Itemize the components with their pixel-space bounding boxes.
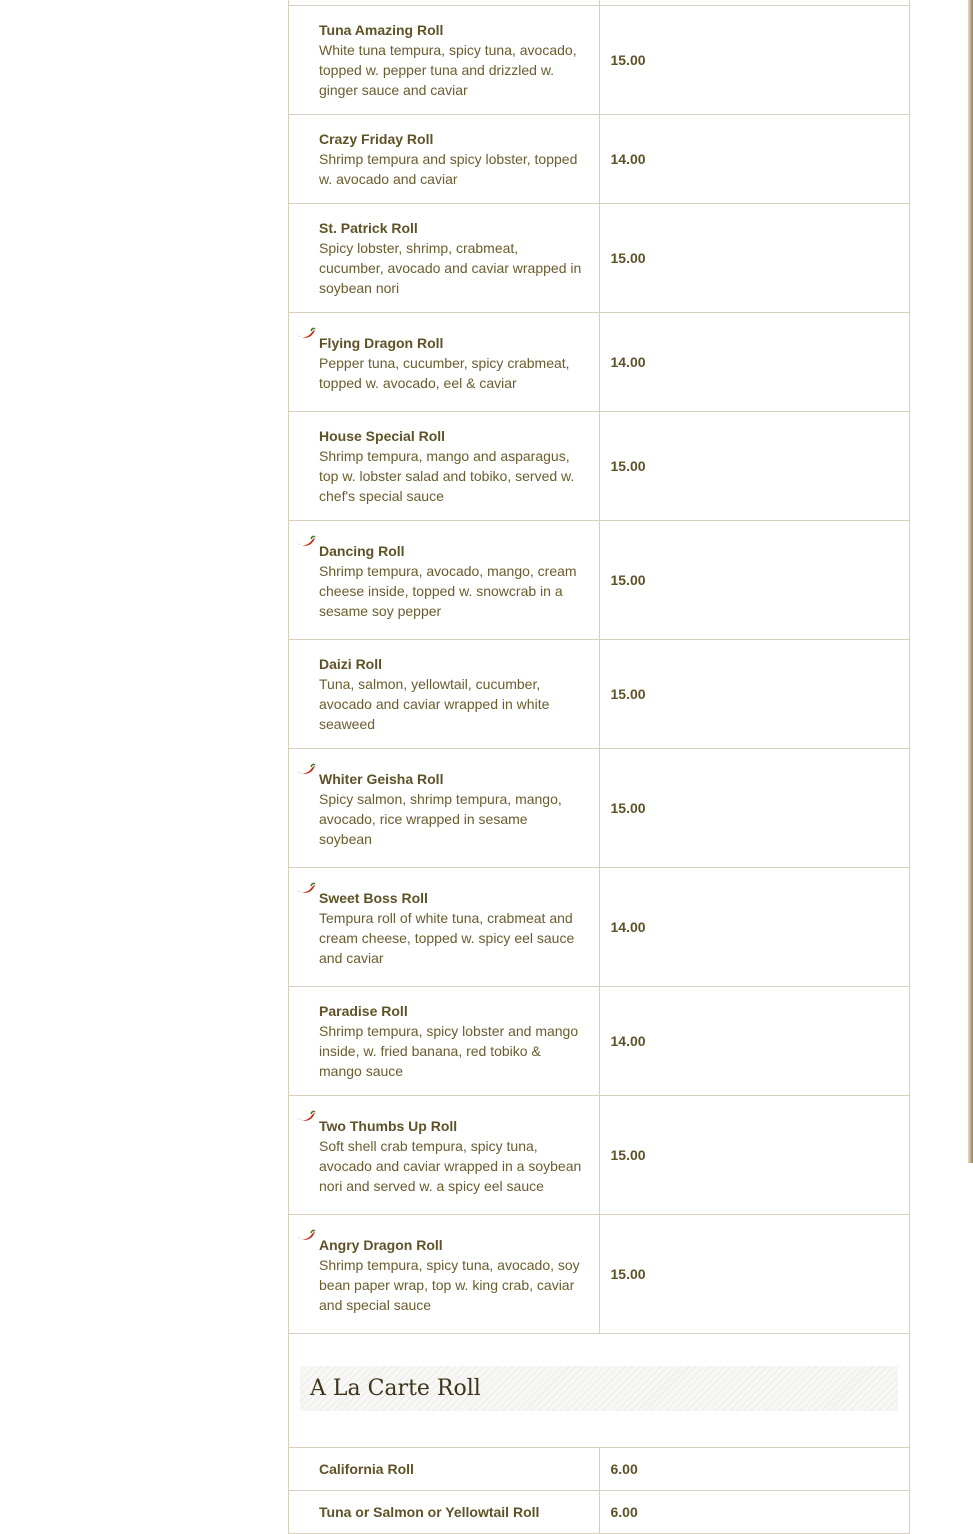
- menu-row: [289, 1448, 910, 1491]
- chili-pepper-icon: [296, 535, 316, 549]
- menu-item-price: 15.00: [599, 1096, 910, 1215]
- menu-item-name: Paradise Roll: [319, 1003, 408, 1019]
- menu-item-cell: [289, 868, 600, 987]
- menu-item-price: 15.00: [599, 1215, 910, 1334]
- menu-item-description: White tuna tempura, spicy tuna, avocado, topped w. pepper tuna and drizzled w. ginger sauce and caviar: [319, 42, 577, 98]
- menu-item-price: 14.00: [599, 115, 910, 204]
- menu-item-price: 15.00: [599, 640, 910, 749]
- menu-item-cell: [289, 1096, 600, 1215]
- menu-item-cell: [289, 204, 600, 313]
- menu-item-description: Pepper tuna, cucumber, spicy crabmeat, topped w. avocado, eel & caviar: [319, 355, 570, 391]
- menu-item-name: House Special Roll: [319, 428, 446, 444]
- menu-item-name: Crazy Friday Roll: [319, 131, 434, 147]
- menu-item-name: Dancing Roll: [319, 543, 405, 559]
- menu-item-description: Shrimp tempura, mango and asparagus, top w. lobster salad and tobiko, served w. chef's special sauce: [319, 448, 575, 504]
- menu-item-cell: [289, 6, 600, 115]
- menu-item-name: Daizi Roll: [319, 656, 383, 672]
- menu-item-price: 15.00: [599, 6, 910, 115]
- menu-item-name: Flying Dragon Roll: [319, 335, 444, 351]
- menu-item-description: Spicy lobster, shrimp, crabmeat, cucumber, avocado and caviar wrapped in soybean nori: [319, 240, 582, 296]
- page-edge-border: [968, 0, 973, 1163]
- special-rolls-table: [288, 0, 910, 1534]
- menu-item-cell: [289, 1448, 600, 1491]
- menu-list: [288, 0, 910, 1534]
- menu-item-name: Tuna Amazing Roll: [319, 22, 444, 38]
- menu-row: [289, 204, 910, 313]
- menu-item-cell: [289, 987, 600, 1096]
- menu-item-description: Shrimp tempura and spicy lobster, topped w. avocado and caviar: [319, 151, 578, 187]
- menu-row: [289, 313, 910, 412]
- menu-item-price: 15.00: [599, 521, 910, 640]
- menu-row: [289, 521, 910, 640]
- menu-item-description: Shrimp tempura, avocado, mango, cream cheese inside, topped w. snowcrab in a sesame soy pepper: [319, 563, 577, 619]
- section-title: A La Carte Roll: [300, 1366, 898, 1411]
- menu-item-description: Soft shell crab tempura, spicy tuna, avocado and caviar wrapped in a soybean nori and served w. a spicy eel sauce: [319, 1138, 582, 1194]
- menu-row: [289, 115, 910, 204]
- menu-item-description: Spicy salmon, shrimp tempura, mango, avocado, rice wrapped in sesame soybean: [319, 791, 562, 847]
- menu-item-cell: [289, 749, 600, 868]
- menu-item-name: Sweet Boss Roll: [319, 890, 428, 906]
- menu-item-description: Shrimp tempura, spicy tuna, avocado, soy bean paper wrap, top w. king crab, caviar and special sauce: [319, 1257, 580, 1313]
- chili-pepper-icon: [296, 763, 316, 777]
- menu-row: [289, 868, 910, 987]
- chili-pepper-icon: [296, 1110, 316, 1124]
- menu-item-description: Tempura roll of white tuna, crabmeat and cream cheese, topped w. spicy eel sauce and caviar: [319, 910, 575, 966]
- menu-item-name: St. Patrick Roll: [319, 220, 418, 236]
- menu-item-cell: [289, 1215, 600, 1334]
- menu-item-cell: [289, 115, 600, 204]
- menu-item-price: 14.00: [599, 987, 910, 1096]
- menu-item-cell: [289, 1491, 600, 1534]
- menu-item-cell: [289, 412, 600, 521]
- menu-item-name: Angry Dragon Roll: [319, 1237, 443, 1253]
- menu-item-cell: [289, 313, 600, 412]
- menu-item-name: Two Thumbs Up Roll: [319, 1118, 458, 1134]
- menu-row: [289, 987, 910, 1096]
- menu-item-price: 15.00: [599, 204, 910, 313]
- menu-row: [289, 412, 910, 521]
- menu-item-price: 14.00: [599, 313, 910, 412]
- menu-item-name: Tuna or Salmon or Yellowtail Roll: [319, 1504, 540, 1520]
- menu-item-price: 6.00: [599, 1448, 910, 1491]
- section-header-cell: [289, 1334, 910, 1448]
- menu-row: [289, 6, 910, 115]
- menu-item-price: 15.00: [599, 412, 910, 521]
- menu-item-cell: [289, 521, 600, 640]
- menu-item-description: Tuna, salmon, yellowtail, cucumber, avocado and caviar wrapped in white seaweed: [319, 676, 550, 732]
- menu-row: [289, 1096, 910, 1215]
- menu-item-price: 6.00: [599, 1491, 910, 1534]
- menu-item-name: California Roll: [319, 1461, 414, 1477]
- menu-item-price: 15.00: [599, 749, 910, 868]
- menu-row: [289, 640, 910, 749]
- menu-row: [289, 1215, 910, 1334]
- menu-item-description: Shrimp tempura, spicy lobster and mango inside, w. fried banana, red tobiko & mango sauce: [319, 1023, 579, 1079]
- chili-pepper-icon: [296, 882, 316, 896]
- chili-pepper-icon: [296, 1229, 316, 1243]
- menu-item-price: 14.00: [599, 868, 910, 987]
- menu-item-name: Whiter Geisha Roll: [319, 771, 444, 787]
- section-header-row: [289, 1334, 910, 1448]
- menu-row: [289, 1491, 910, 1534]
- chili-pepper-icon: [296, 327, 316, 341]
- menu-item-cell: [289, 640, 600, 749]
- menu-row: [289, 749, 910, 868]
